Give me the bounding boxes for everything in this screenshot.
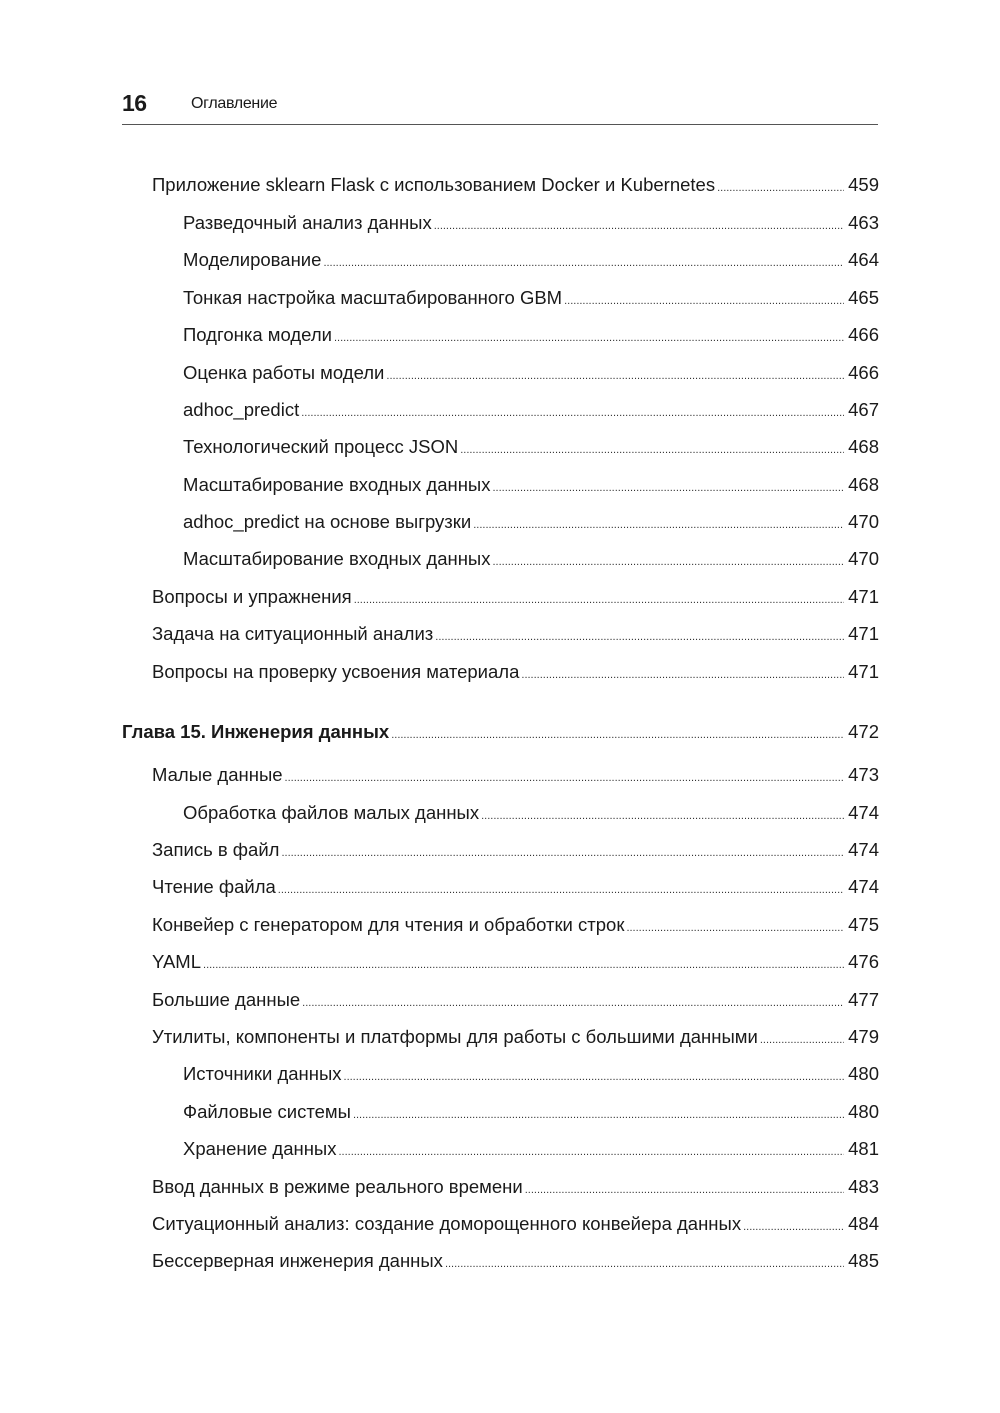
toc-entry bbox=[152, 761, 879, 789]
toc-entry bbox=[183, 209, 879, 237]
toc-entry-title: Ситуационный анализ: создание доморощенного конвейера данных bbox=[152, 1213, 742, 1234]
toc-entry-title: adhoc_predict на основе выгрузки bbox=[183, 511, 472, 532]
toc-entry bbox=[152, 620, 879, 648]
dot-leader bbox=[301, 399, 844, 427]
toc-entry-page: 474 bbox=[848, 802, 879, 823]
toc-entry bbox=[183, 799, 879, 827]
toc-entry-title: Оценка работы модели bbox=[183, 362, 385, 383]
toc-entry bbox=[183, 545, 879, 573]
toc-entry-page: 471 bbox=[848, 586, 879, 607]
running-header bbox=[122, 88, 878, 125]
toc-entry-page: 479 bbox=[848, 1026, 879, 1047]
toc-entry bbox=[152, 873, 879, 901]
toc-entry bbox=[183, 246, 879, 274]
toc-entry bbox=[183, 508, 879, 536]
dot-leader bbox=[492, 548, 844, 576]
toc-entry-title: Бессерверная инженерия данных bbox=[152, 1250, 443, 1271]
toc-entry bbox=[152, 986, 879, 1014]
toc-entry-page: 466 bbox=[848, 324, 879, 345]
toc-entry-title: Тонкая настройка масштабированного GBM bbox=[183, 287, 563, 308]
toc-entry-page: 471 bbox=[848, 623, 879, 644]
toc-entry-page: 467 bbox=[848, 399, 879, 420]
toc-entry bbox=[183, 1098, 879, 1126]
dot-leader bbox=[323, 249, 844, 277]
toc-entry-title: Вопросы на проверку усвоения материала bbox=[152, 661, 520, 682]
dot-leader bbox=[717, 174, 844, 202]
toc-entry-title: Запись в файл bbox=[152, 839, 280, 860]
dot-leader bbox=[281, 839, 844, 867]
toc-entry-title: Приложение sklearn Flask с использованием Docker и Kubernetes bbox=[152, 174, 716, 195]
toc-entry-title: Глава 15. Инженерия данных bbox=[122, 721, 390, 742]
toc-entry bbox=[152, 171, 879, 199]
dot-leader bbox=[344, 1063, 845, 1091]
toc-entry-page: 480 bbox=[848, 1063, 879, 1084]
toc-entry-title: Масштабирование входных данных bbox=[183, 474, 491, 495]
toc-entry-page: 484 bbox=[848, 1213, 879, 1234]
toc-entry bbox=[152, 658, 879, 686]
toc-entry-title: Малые данные bbox=[152, 764, 283, 785]
toc-entry-page: 480 bbox=[848, 1101, 879, 1122]
toc-entry bbox=[152, 911, 879, 939]
toc-entry-page: 468 bbox=[848, 436, 879, 457]
toc-entry bbox=[183, 396, 879, 424]
toc-entry bbox=[183, 1060, 879, 1088]
toc-entry bbox=[183, 284, 879, 312]
dot-leader bbox=[525, 1176, 844, 1204]
dot-leader bbox=[338, 1138, 844, 1166]
toc-entry-page: 477 bbox=[848, 989, 879, 1010]
toc-entry bbox=[183, 433, 879, 461]
toc-entry bbox=[152, 1247, 879, 1275]
dot-leader bbox=[386, 362, 844, 390]
toc-entry-title: Обработка файлов малых данных bbox=[183, 802, 480, 823]
page-number: 16 bbox=[122, 90, 147, 116]
toc-entry bbox=[152, 583, 879, 611]
toc-entry-title: Утилиты, компоненты и платформы для работы с большими данными bbox=[152, 1026, 758, 1047]
dot-leader bbox=[434, 212, 844, 240]
dot-leader bbox=[481, 802, 844, 830]
dot-leader bbox=[492, 474, 844, 502]
toc-entry bbox=[183, 359, 879, 387]
toc-entry-page: 459 bbox=[848, 174, 879, 195]
toc-entry-title: Разведочный анализ данных bbox=[183, 212, 432, 233]
toc-entry bbox=[152, 1023, 879, 1051]
toc-entry-title: Подгонка модели bbox=[183, 324, 332, 345]
toc-entry-title: Большие данные bbox=[152, 989, 301, 1010]
toc-entry-page: 476 bbox=[848, 951, 879, 972]
dot-leader bbox=[203, 951, 844, 979]
dot-leader bbox=[278, 876, 844, 904]
dot-leader bbox=[760, 1026, 844, 1054]
toc-entry-title: Масштабирование входных данных bbox=[183, 548, 491, 569]
toc-entry-title: Файловые системы bbox=[183, 1101, 351, 1122]
dot-leader bbox=[353, 1101, 844, 1129]
dot-leader bbox=[473, 511, 844, 539]
dot-leader bbox=[334, 324, 844, 352]
dot-leader bbox=[302, 989, 844, 1017]
toc-entry-title: adhoc_predict bbox=[183, 399, 300, 420]
toc-entry-title: Задача на ситуационный анализ bbox=[152, 623, 434, 644]
toc-entry-title: Конвейер с генератором для чтения и обработки строк bbox=[152, 914, 625, 935]
toc-entry-page: 470 bbox=[848, 548, 879, 569]
toc-entry-title: Вопросы и упражнения bbox=[152, 586, 352, 607]
toc-entry-title: Технологический процесс JSON bbox=[183, 436, 459, 457]
toc-entry-page: 483 bbox=[848, 1176, 879, 1197]
toc-entry bbox=[183, 1135, 879, 1163]
dot-leader bbox=[460, 436, 844, 464]
toc-entry-page: 473 bbox=[848, 764, 879, 785]
toc-entry-page: 481 bbox=[848, 1138, 879, 1159]
toc-entry bbox=[183, 471, 879, 499]
dot-leader bbox=[564, 287, 844, 315]
toc-entry-page: 466 bbox=[848, 362, 879, 383]
toc-entry-title: Ввод данных в режиме реального времени bbox=[152, 1176, 523, 1197]
toc-entry-page: 475 bbox=[848, 914, 879, 935]
toc-entry-title: Чтение файла bbox=[152, 876, 276, 897]
dot-leader bbox=[626, 914, 844, 942]
toc-entry-page: 485 bbox=[848, 1250, 879, 1271]
toc-entry-title: Источники данных bbox=[183, 1063, 342, 1084]
toc-entry bbox=[152, 1173, 879, 1201]
toc-entry-page: 474 bbox=[848, 839, 879, 860]
dot-leader bbox=[391, 721, 844, 749]
toc-entry-page: 470 bbox=[848, 511, 879, 532]
toc-entry-page: 464 bbox=[848, 249, 879, 270]
dot-leader bbox=[285, 764, 845, 792]
dot-leader bbox=[445, 1250, 844, 1278]
toc-entry-title: YAML bbox=[152, 951, 202, 972]
toc-entry-title: Хранение данных bbox=[183, 1138, 337, 1159]
toc-entry bbox=[152, 1210, 879, 1238]
dot-leader bbox=[743, 1213, 844, 1241]
toc-entry bbox=[152, 836, 879, 864]
toc-entry bbox=[152, 948, 879, 976]
running-head-title: Оглавление bbox=[191, 95, 278, 112]
toc-entry-page: 463 bbox=[848, 212, 879, 233]
toc-entry bbox=[183, 321, 879, 349]
toc-entry-page: 468 bbox=[848, 474, 879, 495]
dot-leader bbox=[521, 661, 844, 689]
toc-entry-page: 465 bbox=[848, 287, 879, 308]
toc-entry-title: Моделирование bbox=[183, 249, 322, 270]
toc-chapter-entry bbox=[122, 718, 879, 746]
dot-leader bbox=[435, 623, 844, 651]
toc-entry-page: 471 bbox=[848, 661, 879, 682]
toc-entry-page: 474 bbox=[848, 876, 879, 897]
toc-entry-page: 472 bbox=[848, 721, 879, 742]
dot-leader bbox=[354, 586, 844, 614]
